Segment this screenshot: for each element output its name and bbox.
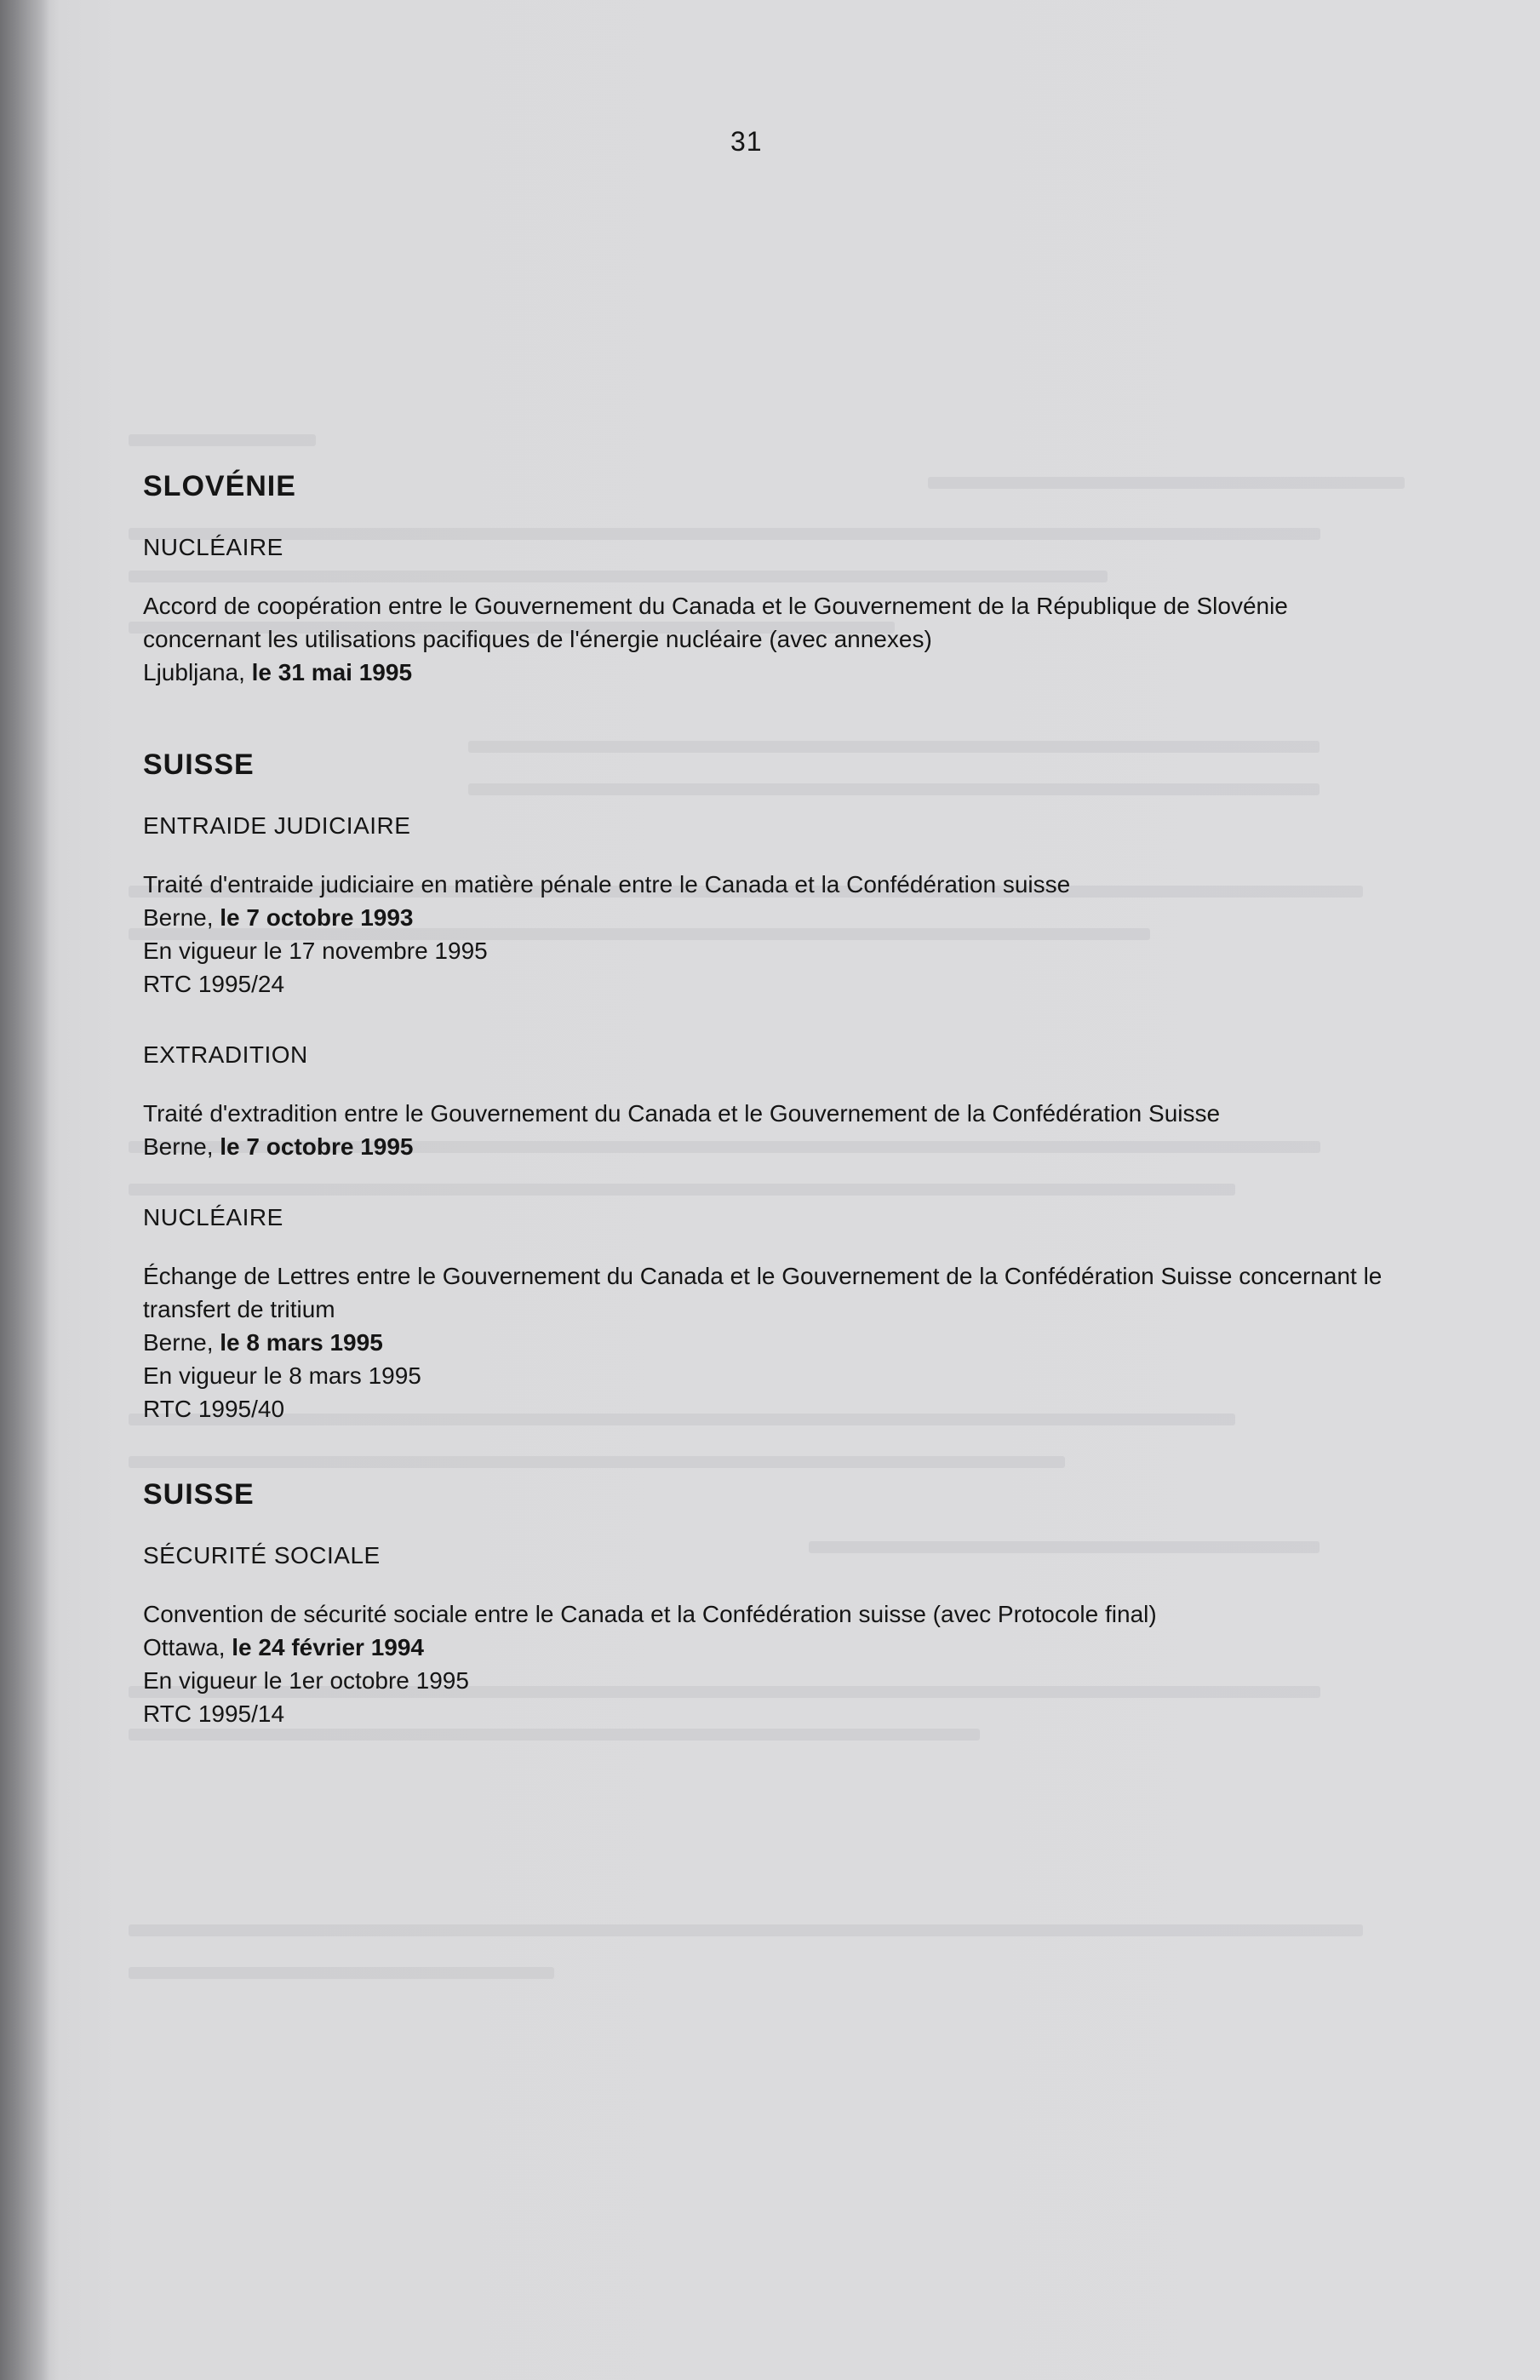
treaty-title: Échange de Lettres entre le Gouvernement du Canada et le Gouvernement de la Confédération Suisse concernant le transfert de tritium (143, 1263, 1383, 1322)
country-heading: SUISSE (143, 1478, 255, 1511)
category-heading: EXTRADITION (143, 1041, 308, 1068)
category-heading: SÉCURITÉ SOCIALE (143, 1542, 381, 1569)
treaty-place-date (143, 1631, 1403, 1664)
treaty-entry (143, 1259, 1403, 1425)
treaty-date: le 31 mai 1995 (251, 659, 413, 685)
treaty-in-force: En vigueur le 1er octobre 1995 (143, 1667, 469, 1694)
treaty-place-date (143, 1130, 1403, 1163)
treaty-place-date (143, 656, 1403, 689)
country-section-suisse-2 (143, 1478, 1403, 1730)
treaty-title: Traité d'entraide judiciaire en matière pénale entre le Canada et la Confédération suisse (143, 871, 1071, 898)
treaty-date: le 8 mars 1995 (220, 1329, 383, 1356)
treaty-place: Ottawa, (143, 1634, 226, 1660)
treaty-reference: RTC 1995/24 (143, 971, 285, 997)
treaty-date: le 7 octobre 1993 (220, 904, 414, 931)
treaty-title: Accord de coopération entre le Gouvernement du Canada et le Gouvernement de la République de Slovénie concernant les utilisations pacifiques de l'énergie nucléaire (avec annexes) (143, 593, 1288, 652)
book-spine-shadow (0, 0, 49, 2380)
category-heading: NUCLÉAIRE (143, 1204, 283, 1230)
page-number: 31 (730, 126, 763, 157)
treaty-place-date (143, 901, 1403, 934)
treaty-place: Berne, (143, 1329, 214, 1356)
country-section-slovenie (143, 470, 1403, 689)
treaty-date: le 7 octobre 1995 (220, 1133, 414, 1160)
treaty-entry (143, 1597, 1403, 1730)
treaty-entry (143, 589, 1403, 689)
category-heading: ENTRAIDE JUDICIAIRE (143, 812, 411, 839)
country-heading: SUISSE (143, 748, 255, 781)
treaty-entry (143, 868, 1403, 1001)
treaty-place: Berne, (143, 1133, 214, 1160)
treaty-entry (143, 1097, 1403, 1163)
country-heading: SLOVÉNIE (143, 470, 296, 502)
country-section-suisse (143, 748, 1403, 1425)
treaty-place: Ljubljana, (143, 659, 245, 685)
treaty-reference: RTC 1995/40 (143, 1396, 285, 1422)
treaty-title: Traité d'extradition entre le Gouvernement du Canada et le Gouvernement de la Confédération Suisse (143, 1100, 1221, 1127)
category-heading: NUCLÉAIRE (143, 534, 283, 560)
treaty-list (143, 470, 1403, 1771)
treaty-place: Berne, (143, 904, 214, 931)
treaty-date: le 24 février 1994 (232, 1634, 425, 1660)
treaty-place-date (143, 1326, 1403, 1359)
treaty-in-force: En vigueur le 8 mars 1995 (143, 1362, 421, 1389)
treaty-reference: RTC 1995/14 (143, 1700, 285, 1727)
treaty-title: Convention de sécurité sociale entre le Canada et la Confédération suisse (avec Protocole final) (143, 1601, 1157, 1627)
treaty-in-force: En vigueur le 17 novembre 1995 (143, 938, 488, 964)
